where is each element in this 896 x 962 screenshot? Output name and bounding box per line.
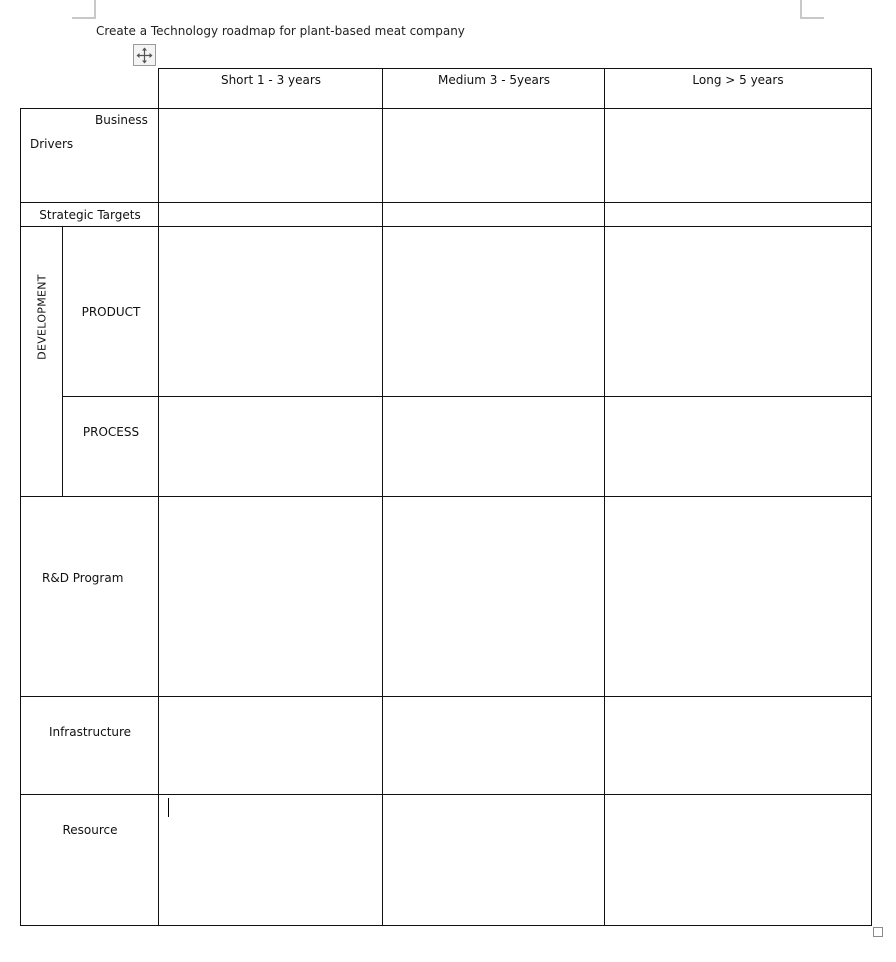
table-cell[interactable] bbox=[382, 794, 606, 926]
table-cell[interactable] bbox=[604, 108, 872, 204]
table-cell[interactable] bbox=[382, 396, 606, 498]
row-label-infrastructure[interactable] bbox=[20, 696, 160, 796]
table-cell[interactable] bbox=[604, 396, 872, 498]
row-label-strategic-targets[interactable] bbox=[20, 202, 160, 228]
row-label-rd-program[interactable] bbox=[20, 496, 160, 698]
product-label: PRODUCT bbox=[81, 304, 141, 319]
row-label-product[interactable] bbox=[62, 226, 160, 398]
table-cell[interactable] bbox=[158, 226, 384, 398]
table-cell[interactable] bbox=[158, 696, 384, 796]
table-cell[interactable] bbox=[604, 794, 872, 926]
table-cell[interactable] bbox=[158, 794, 384, 926]
text-cursor bbox=[168, 798, 169, 817]
table-cell[interactable] bbox=[604, 202, 872, 228]
table-cell[interactable] bbox=[158, 108, 384, 204]
business-drivers-label-line1: Business bbox=[95, 113, 148, 127]
table-cell[interactable] bbox=[158, 202, 384, 228]
column-header-short[interactable] bbox=[158, 68, 384, 110]
table-cell[interactable] bbox=[382, 202, 606, 228]
resource-label: Resource bbox=[62, 823, 118, 837]
table-cell[interactable] bbox=[604, 226, 872, 398]
row-label-process[interactable] bbox=[62, 396, 160, 498]
page-corner-mark-right bbox=[800, 17, 824, 19]
row-label-resource[interactable] bbox=[20, 794, 160, 926]
table-cell[interactable] bbox=[382, 496, 606, 698]
column-header-label: Short 1 - 3 years bbox=[220, 73, 322, 87]
document-title[interactable]: Create a Technology roadmap for plant-based meat company bbox=[96, 24, 465, 38]
development-label: DEVELOPMENT bbox=[35, 274, 49, 360]
column-header-label: Long > 5 years bbox=[692, 73, 784, 87]
table-cell[interactable] bbox=[382, 696, 606, 796]
table-cell[interactable] bbox=[158, 496, 384, 698]
row-label-business-drivers[interactable] bbox=[20, 108, 160, 204]
page-corner-mark-left bbox=[72, 17, 96, 19]
table-cell[interactable] bbox=[382, 108, 606, 204]
column-header-label: Medium 3 - 5years bbox=[437, 73, 551, 87]
strategic-targets-label: Strategic Targets bbox=[39, 207, 141, 222]
business-drivers-label-line2: Drivers bbox=[30, 137, 74, 151]
table-cell[interactable] bbox=[158, 396, 384, 498]
table-cell[interactable] bbox=[604, 696, 872, 796]
column-header-long[interactable] bbox=[604, 68, 872, 110]
process-label: PROCESS bbox=[82, 425, 140, 439]
rd-program-label: R&D Program bbox=[42, 571, 124, 585]
resize-square-icon[interactable] bbox=[873, 927, 883, 937]
column-header-medium[interactable] bbox=[382, 68, 606, 110]
move-arrows-icon[interactable] bbox=[133, 44, 156, 66]
infrastructure-label: Infrastructure bbox=[48, 725, 132, 739]
table-cell[interactable] bbox=[382, 226, 606, 398]
table-cell[interactable] bbox=[604, 496, 872, 698]
row-group-development[interactable] bbox=[20, 226, 64, 498]
